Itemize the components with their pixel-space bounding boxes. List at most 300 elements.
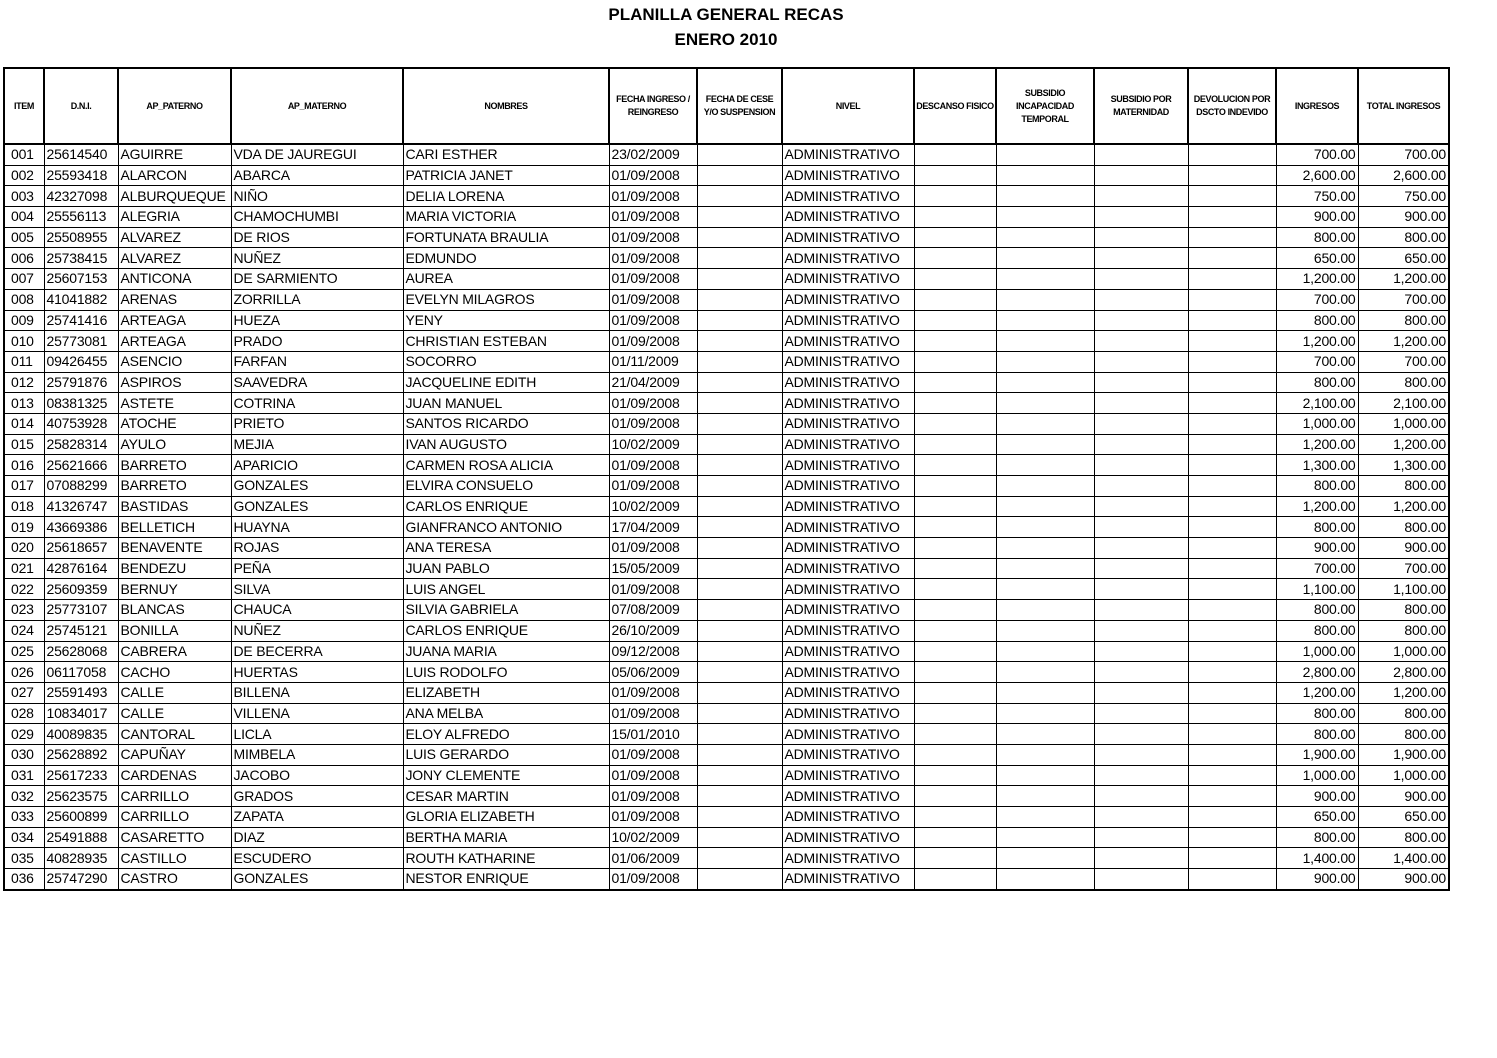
- table-cell: 900.00: [1358, 538, 1449, 559]
- table-row: [4, 600, 1449, 621]
- table-cell: 01/09/2008: [609, 538, 697, 559]
- table-cell: PEÑA: [231, 558, 403, 579]
- table-cell: ADMINISTRATIVO: [782, 455, 914, 476]
- table-cell: 43669386: [44, 517, 118, 538]
- table-cell: 25618657: [44, 538, 118, 559]
- table-cell: PRIETO: [231, 413, 403, 434]
- table-cell: ADMINISTRATIVO: [782, 703, 914, 724]
- table-cell: [1094, 165, 1188, 186]
- table-cell: VDA DE JAUREGUI: [231, 144, 403, 165]
- table-cell: ADMINISTRATIVO: [782, 827, 914, 848]
- table-cell: 2,100.00: [1358, 393, 1449, 414]
- table-row: [4, 207, 1449, 228]
- table-cell: 030: [4, 744, 44, 765]
- table-cell: [697, 455, 782, 476]
- table-cell: [1188, 662, 1276, 683]
- table-row: [4, 248, 1449, 269]
- table-cell: [697, 331, 782, 352]
- table-cell: ARTEAGA: [118, 310, 231, 331]
- table-cell: [1188, 248, 1276, 269]
- table-row: [4, 351, 1449, 372]
- table-cell: AUREA: [403, 269, 609, 290]
- table-cell: [697, 310, 782, 331]
- table-cell: 1,100.00: [1358, 579, 1449, 600]
- table-cell: ARTEAGA: [118, 331, 231, 352]
- table-cell: 01/09/2008: [609, 869, 697, 890]
- table-cell: [697, 144, 782, 165]
- table-cell: DIAZ: [231, 827, 403, 848]
- table-row: [4, 869, 1449, 890]
- table-cell: [996, 227, 1094, 248]
- table-cell: [914, 496, 996, 517]
- table-cell: 800.00: [1358, 310, 1449, 331]
- table-cell: 25556113: [44, 207, 118, 228]
- table-cell: 800.00: [1358, 703, 1449, 724]
- table-cell: [996, 269, 1094, 290]
- table-cell: ADMINISTRATIVO: [782, 144, 914, 165]
- table-cell: [697, 765, 782, 786]
- table-cell: JUAN PABLO: [403, 558, 609, 579]
- table-cell: BERTHA MARIA: [403, 827, 609, 848]
- table-cell: LUIS GERARDO: [403, 744, 609, 765]
- table-cell: 010: [4, 331, 44, 352]
- table-cell: SAAVEDRA: [231, 372, 403, 393]
- table-cell: CACHO: [118, 662, 231, 683]
- table-cell: [996, 765, 1094, 786]
- table-cell: [914, 476, 996, 497]
- table-cell: 1,200.00: [1358, 682, 1449, 703]
- table-cell: [697, 620, 782, 641]
- table-cell: [1094, 641, 1188, 662]
- table-cell: [1094, 558, 1188, 579]
- table-cell: [1188, 538, 1276, 559]
- table-cell: 25628892: [44, 744, 118, 765]
- table-row: [4, 848, 1449, 869]
- table-cell: [1094, 248, 1188, 269]
- table-cell: 028: [4, 703, 44, 724]
- table-cell: [914, 848, 996, 869]
- table-cell: 900.00: [1358, 869, 1449, 890]
- table-cell: 17/04/2009: [609, 517, 697, 538]
- table-cell: 800.00: [1358, 227, 1449, 248]
- table-cell: [996, 496, 1094, 517]
- table-cell: 700.00: [1358, 351, 1449, 372]
- table-row: [4, 393, 1449, 414]
- table-cell: 05/06/2009: [609, 662, 697, 683]
- table-cell: [1188, 289, 1276, 310]
- table-cell: ELVIRA CONSUELO: [403, 476, 609, 497]
- table-row: [4, 724, 1449, 745]
- table-cell: [1094, 351, 1188, 372]
- table-cell: ADMINISTRATIVO: [782, 641, 914, 662]
- table-cell: 40089835: [44, 724, 118, 745]
- table-cell: 008: [4, 289, 44, 310]
- table-cell: NUÑEZ: [231, 620, 403, 641]
- table-cell: CARRILLO: [118, 786, 231, 807]
- header-row: [4, 68, 1449, 144]
- table-cell: [914, 517, 996, 538]
- table-cell: 25738415: [44, 248, 118, 269]
- table-cell: [1094, 827, 1188, 848]
- table-cell: [914, 786, 996, 807]
- table-cell: [1094, 144, 1188, 165]
- table-cell: [1094, 434, 1188, 455]
- table-cell: [697, 558, 782, 579]
- table-cell: [1188, 744, 1276, 765]
- table-cell: [1188, 765, 1276, 786]
- table-cell: 1,200.00: [1276, 434, 1358, 455]
- table-cell: 2,100.00: [1276, 393, 1358, 414]
- table-cell: [914, 558, 996, 579]
- table-cell: [1188, 807, 1276, 828]
- table-cell: [914, 289, 996, 310]
- table-cell: 033: [4, 807, 44, 828]
- table-cell: ADMINISTRATIVO: [782, 186, 914, 207]
- table-cell: 800.00: [1358, 476, 1449, 497]
- table-cell: 1,900.00: [1276, 744, 1358, 765]
- table-cell: [697, 269, 782, 290]
- table-cell: 01/09/2008: [609, 186, 697, 207]
- table-cell: ADMINISTRATIVO: [782, 434, 914, 455]
- table-cell: GRADOS: [231, 786, 403, 807]
- table-cell: 01/09/2008: [609, 807, 697, 828]
- table-cell: 25614540: [44, 144, 118, 165]
- table-cell: [1094, 703, 1188, 724]
- table-cell: ADMINISTRATIVO: [782, 476, 914, 497]
- table-cell: 800.00: [1358, 827, 1449, 848]
- table-cell: 032: [4, 786, 44, 807]
- table-cell: 031: [4, 765, 44, 786]
- table-cell: ADMINISTRATIVO: [782, 682, 914, 703]
- column-header: INGRESOS: [1276, 68, 1358, 144]
- table-cell: 25773107: [44, 600, 118, 621]
- table-cell: 01/09/2008: [609, 310, 697, 331]
- table-cell: ADMINISTRATIVO: [782, 724, 914, 745]
- table-cell: BENAVENTE: [118, 538, 231, 559]
- table-cell: ADMINISTRATIVO: [782, 248, 914, 269]
- table-cell: 01/09/2008: [609, 207, 697, 228]
- table-row: [4, 310, 1449, 331]
- table-cell: LICLA: [231, 724, 403, 745]
- table-cell: 01/09/2008: [609, 682, 697, 703]
- table-cell: [996, 144, 1094, 165]
- table-cell: DE SARMIENTO: [231, 269, 403, 290]
- table-cell: ARENAS: [118, 289, 231, 310]
- table-cell: GIANFRANCO ANTONIO: [403, 517, 609, 538]
- page-subtitle: ENERO 2010: [674, 30, 778, 49]
- table-cell: [697, 393, 782, 414]
- table-cell: ADMINISTRATIVO: [782, 289, 914, 310]
- table-cell: FORTUNATA BRAULIA: [403, 227, 609, 248]
- table-cell: 001: [4, 144, 44, 165]
- table-cell: LUIS ANGEL: [403, 579, 609, 600]
- table-cell: ADMINISTRATIVO: [782, 517, 914, 538]
- table-cell: 25741416: [44, 310, 118, 331]
- table-cell: ADMINISTRATIVO: [782, 744, 914, 765]
- table-cell: [1188, 724, 1276, 745]
- table-cell: ADMINISTRATIVO: [782, 269, 914, 290]
- table-cell: 800.00: [1276, 703, 1358, 724]
- table-row: [4, 682, 1449, 703]
- table-cell: 15/05/2009: [609, 558, 697, 579]
- column-header: FECHA INGRESO / REINGRESO: [609, 68, 697, 144]
- table-cell: 25591493: [44, 682, 118, 703]
- table-cell: [914, 372, 996, 393]
- table-cell: 01/09/2008: [609, 455, 697, 476]
- table-cell: 650.00: [1358, 248, 1449, 269]
- table-cell: [914, 724, 996, 745]
- table-cell: [1094, 538, 1188, 559]
- table-cell: [1188, 703, 1276, 724]
- table-cell: 01/11/2009: [609, 351, 697, 372]
- table-cell: [697, 227, 782, 248]
- table-cell: 800.00: [1358, 600, 1449, 621]
- table-cell: [914, 434, 996, 455]
- table-cell: ELIZABETH: [403, 682, 609, 703]
- table-cell: 10834017: [44, 703, 118, 724]
- table-cell: [996, 517, 1094, 538]
- table-cell: ADMINISTRATIVO: [782, 600, 914, 621]
- table-cell: CARLOS ENRIQUE: [403, 620, 609, 641]
- table-cell: [996, 600, 1094, 621]
- table-cell: 07/08/2009: [609, 600, 697, 621]
- table-cell: 035: [4, 848, 44, 869]
- table-cell: 1,200.00: [1276, 682, 1358, 703]
- table-cell: ADMINISTRATIVO: [782, 869, 914, 890]
- table-cell: [697, 248, 782, 269]
- table-cell: [697, 517, 782, 538]
- table-cell: [996, 393, 1094, 414]
- table-cell: [1188, 786, 1276, 807]
- table-cell: 017: [4, 476, 44, 497]
- table-cell: 25623575: [44, 786, 118, 807]
- table-cell: BERNUY: [118, 579, 231, 600]
- table-cell: GONZALES: [231, 476, 403, 497]
- table-row: [4, 476, 1449, 497]
- table-cell: 1,200.00: [1276, 269, 1358, 290]
- table-cell: 01/09/2008: [609, 227, 697, 248]
- table-cell: MARIA VICTORIA: [403, 207, 609, 228]
- table-cell: 013: [4, 393, 44, 414]
- column-header: AP_PATERNO: [118, 68, 231, 144]
- table-cell: [1094, 269, 1188, 290]
- table-cell: 25491888: [44, 827, 118, 848]
- table-cell: 1,000.00: [1276, 413, 1358, 434]
- table-cell: 1,200.00: [1276, 331, 1358, 352]
- table-cell: BELLETICH: [118, 517, 231, 538]
- table-cell: 01/09/2008: [609, 476, 697, 497]
- column-header: NIVEL: [782, 68, 914, 144]
- table-cell: JUANA MARIA: [403, 641, 609, 662]
- table-cell: CARDENAS: [118, 765, 231, 786]
- table-cell: HUAYNA: [231, 517, 403, 538]
- table-cell: 26/10/2009: [609, 620, 697, 641]
- table-cell: [996, 434, 1094, 455]
- table-cell: CASTILLO: [118, 848, 231, 869]
- column-header: TOTAL INGRESOS: [1358, 68, 1449, 144]
- table-cell: 900.00: [1276, 538, 1358, 559]
- table-cell: 800.00: [1276, 600, 1358, 621]
- table-row: [4, 641, 1449, 662]
- table-cell: 800.00: [1276, 310, 1358, 331]
- table-cell: 011: [4, 351, 44, 372]
- table-cell: [914, 682, 996, 703]
- table-cell: ROJAS: [231, 538, 403, 559]
- table-cell: ANA MELBA: [403, 703, 609, 724]
- table-cell: ALARCON: [118, 165, 231, 186]
- table-cell: 1,300.00: [1358, 455, 1449, 476]
- table-cell: ZAPATA: [231, 807, 403, 828]
- table-row: [4, 765, 1449, 786]
- table-cell: 01/06/2009: [609, 848, 697, 869]
- table-cell: [996, 558, 1094, 579]
- table-row: [4, 703, 1449, 724]
- table-cell: 21/04/2009: [609, 372, 697, 393]
- table-cell: CESAR MARTIN: [403, 786, 609, 807]
- table-cell: CHRISTIAN ESTEBAN: [403, 331, 609, 352]
- table-cell: ADMINISTRATIVO: [782, 558, 914, 579]
- table-cell: 800.00: [1276, 724, 1358, 745]
- table-cell: DE RIOS: [231, 227, 403, 248]
- table-cell: [914, 869, 996, 890]
- table-cell: [914, 413, 996, 434]
- table-cell: [1094, 517, 1188, 538]
- table-cell: AGUIRRE: [118, 144, 231, 165]
- table-cell: 1,000.00: [1276, 641, 1358, 662]
- table-cell: [914, 600, 996, 621]
- table-cell: [697, 579, 782, 600]
- table-cell: 023: [4, 600, 44, 621]
- table-cell: 2,600.00: [1276, 165, 1358, 186]
- table-cell: APARICIO: [231, 455, 403, 476]
- table-cell: 034: [4, 827, 44, 848]
- table-cell: [914, 144, 996, 165]
- table-cell: CALLE: [118, 682, 231, 703]
- table-cell: [697, 351, 782, 372]
- table-body: [4, 144, 1449, 890]
- table-cell: EDMUNDO: [403, 248, 609, 269]
- table-cell: [1094, 848, 1188, 869]
- table-cell: MEJIA: [231, 434, 403, 455]
- table-cell: 25828314: [44, 434, 118, 455]
- table-cell: [1188, 434, 1276, 455]
- table-cell: [996, 682, 1094, 703]
- table-cell: 25747290: [44, 869, 118, 890]
- table-cell: [996, 413, 1094, 434]
- table-cell: BARRETO: [118, 476, 231, 497]
- table-cell: 020: [4, 538, 44, 559]
- column-header: NOMBRES: [403, 68, 609, 144]
- table-cell: [1188, 620, 1276, 641]
- table-cell: 41326747: [44, 496, 118, 517]
- table-cell: [697, 682, 782, 703]
- table-cell: ADMINISTRATIVO: [782, 372, 914, 393]
- table-cell: 01/09/2008: [609, 703, 697, 724]
- table-cell: 800.00: [1358, 620, 1449, 641]
- table-cell: ANTICONA: [118, 269, 231, 290]
- table-cell: 700.00: [1358, 289, 1449, 310]
- table-cell: [914, 207, 996, 228]
- table-cell: 700.00: [1276, 351, 1358, 372]
- table-cell: 09426455: [44, 351, 118, 372]
- table-cell: GONZALES: [231, 869, 403, 890]
- table-cell: 40828935: [44, 848, 118, 869]
- table-cell: COTRINA: [231, 393, 403, 414]
- table-cell: [914, 165, 996, 186]
- table-row: [4, 662, 1449, 683]
- table-cell: [1094, 765, 1188, 786]
- table-cell: 750.00: [1358, 186, 1449, 207]
- table-cell: 003: [4, 186, 44, 207]
- table-row: [4, 538, 1449, 559]
- table-cell: ZORRILLA: [231, 289, 403, 310]
- table-cell: 800.00: [1276, 227, 1358, 248]
- table-cell: [1094, 744, 1188, 765]
- table-cell: 01/09/2008: [609, 786, 697, 807]
- table-cell: 019: [4, 517, 44, 538]
- table-cell: 700.00: [1358, 558, 1449, 579]
- table-cell: [1094, 476, 1188, 497]
- table-cell: 029: [4, 724, 44, 745]
- table-cell: 027: [4, 682, 44, 703]
- table-cell: 25609359: [44, 579, 118, 600]
- table-cell: LUIS RODOLFO: [403, 662, 609, 683]
- table-cell: HUERTAS: [231, 662, 403, 683]
- table-cell: 01/09/2008: [609, 289, 697, 310]
- table-cell: [697, 703, 782, 724]
- table-cell: [1094, 579, 1188, 600]
- table-cell: 1,000.00: [1276, 765, 1358, 786]
- table-cell: [914, 641, 996, 662]
- table-cell: [697, 827, 782, 848]
- table-cell: 1,200.00: [1358, 269, 1449, 290]
- table-cell: CALLE: [118, 703, 231, 724]
- table-cell: [697, 848, 782, 869]
- table-cell: ADMINISTRATIVO: [782, 331, 914, 352]
- table-cell: BILLENA: [231, 682, 403, 703]
- table-row: [4, 186, 1449, 207]
- table-cell: GONZALES: [231, 496, 403, 517]
- table-row: [4, 269, 1449, 290]
- table-cell: [1188, 165, 1276, 186]
- table-cell: [1094, 227, 1188, 248]
- table-cell: [1094, 682, 1188, 703]
- table-cell: GLORIA ELIZABETH: [403, 807, 609, 828]
- table-row: [4, 496, 1449, 517]
- table-cell: CASTRO: [118, 869, 231, 890]
- table-cell: [914, 455, 996, 476]
- table-cell: [1188, 144, 1276, 165]
- table-cell: BARRETO: [118, 455, 231, 476]
- table-cell: ADMINISTRATIVO: [782, 227, 914, 248]
- table-cell: [1188, 455, 1276, 476]
- table-cell: [697, 372, 782, 393]
- table-cell: CARI ESTHER: [403, 144, 609, 165]
- table-cell: ALEGRIA: [118, 207, 231, 228]
- column-header: SUBSIDIO INCAPACIDAD TEMPORAL: [996, 68, 1094, 144]
- table-cell: [914, 538, 996, 559]
- table-cell: [1188, 227, 1276, 248]
- table-cell: [697, 476, 782, 497]
- table-cell: JUAN MANUEL: [403, 393, 609, 414]
- table-cell: [1188, 351, 1276, 372]
- table-cell: [1188, 413, 1276, 434]
- table-cell: [914, 269, 996, 290]
- table-cell: 022: [4, 579, 44, 600]
- table-cell: SILVA: [231, 579, 403, 600]
- table-cell: [1094, 413, 1188, 434]
- table-cell: [996, 476, 1094, 497]
